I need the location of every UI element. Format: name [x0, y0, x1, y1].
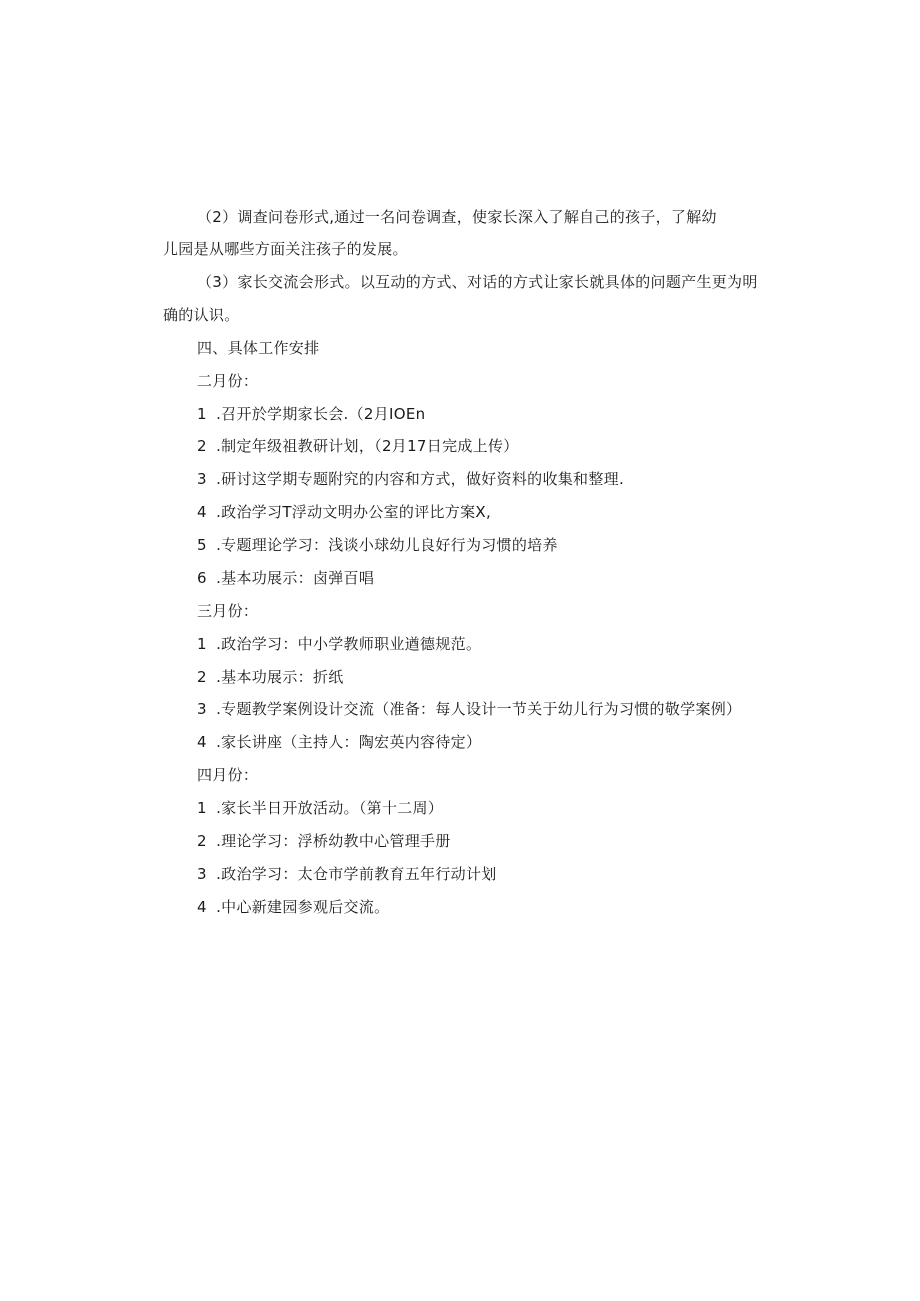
list-item	[197, 535, 558, 555]
item-text: .理论学习：浮桥幼教中心管理手册	[216, 832, 451, 850]
item-number: 4	[197, 503, 207, 521]
item-text: .中心新建园参观后交流。	[216, 898, 390, 916]
list-item	[197, 864, 497, 884]
item-number: 1	[197, 799, 207, 817]
item-text: .政治学习T浮动文明办公室的评比方案X,	[216, 503, 492, 521]
list-item	[197, 732, 481, 752]
item-number: 4	[197, 733, 207, 751]
item-text: .研讨这学期专题附究的内容和方式，做好资料的收集和整理.	[216, 470, 625, 488]
list-item	[197, 469, 624, 489]
paragraph-3-line-1: （3）家长交流会形式。以互动的方式、对话的方式让家长就具体的问题产生更为明	[197, 273, 758, 291]
list-item	[197, 667, 344, 687]
month-label-apr: 四月份：	[197, 766, 259, 784]
item-number: 3	[197, 865, 207, 883]
item-number: 4	[197, 898, 207, 916]
item-number: 1	[197, 635, 207, 653]
list-item	[197, 699, 741, 719]
item-text: .政治学习：中小学教师职业遒德规范。	[216, 635, 482, 653]
list-item	[197, 831, 451, 851]
item-number: 5	[197, 536, 207, 554]
item-text: .专题理论学习：浅谈小球幼儿良好行为习惯的培养	[216, 536, 558, 554]
item-number: 3	[197, 700, 207, 718]
item-text: .政治学习：太仓市学前教育五年行动计划	[216, 865, 497, 883]
item-text: .家长半日开放活动。（第十二周）	[216, 799, 444, 817]
month-label-feb: 二月份：	[197, 372, 259, 390]
item-number: 3	[197, 470, 207, 488]
section-title: 四、具体工作安排	[197, 339, 320, 357]
item-number: 2	[197, 832, 207, 850]
item-text: .召开於学期家长会.（2月IOEn	[216, 405, 426, 423]
month-label-mar: 三月份：	[197, 602, 259, 620]
paragraph-2-line-1: （2）调查问卷形式,通过一名问卷调查，使家长深入了解自己的孩子，了解幼	[197, 208, 717, 226]
list-item	[197, 897, 389, 917]
item-number: 2	[197, 668, 207, 686]
list-item	[197, 798, 443, 818]
item-number: 2	[197, 437, 207, 455]
item-text: .家长讲座（主持人：陶宏英内容待定）	[216, 733, 482, 751]
paragraph-2-line-2: 儿园是从哪些方面关注孩子的发展。	[163, 240, 408, 258]
list-item	[197, 634, 481, 654]
paragraph-3-line-2: 确的认识。	[163, 306, 240, 324]
list-item	[197, 404, 425, 424]
list-item	[197, 502, 491, 522]
item-text: .制定年级祖教研计划，（2月17日完成上传）	[216, 437, 519, 455]
item-text: .专题教学案例设计交流（准备：每人设计一节关于幼儿行为习惯的敬学案例）	[216, 700, 742, 718]
item-text: .基本功展示：折纸	[216, 668, 344, 686]
list-item	[197, 436, 519, 456]
item-text: .基本功展示：卤弹百唱	[216, 569, 375, 587]
item-number: 6	[197, 569, 207, 587]
item-number: 1	[197, 405, 207, 423]
list-item	[197, 568, 374, 588]
